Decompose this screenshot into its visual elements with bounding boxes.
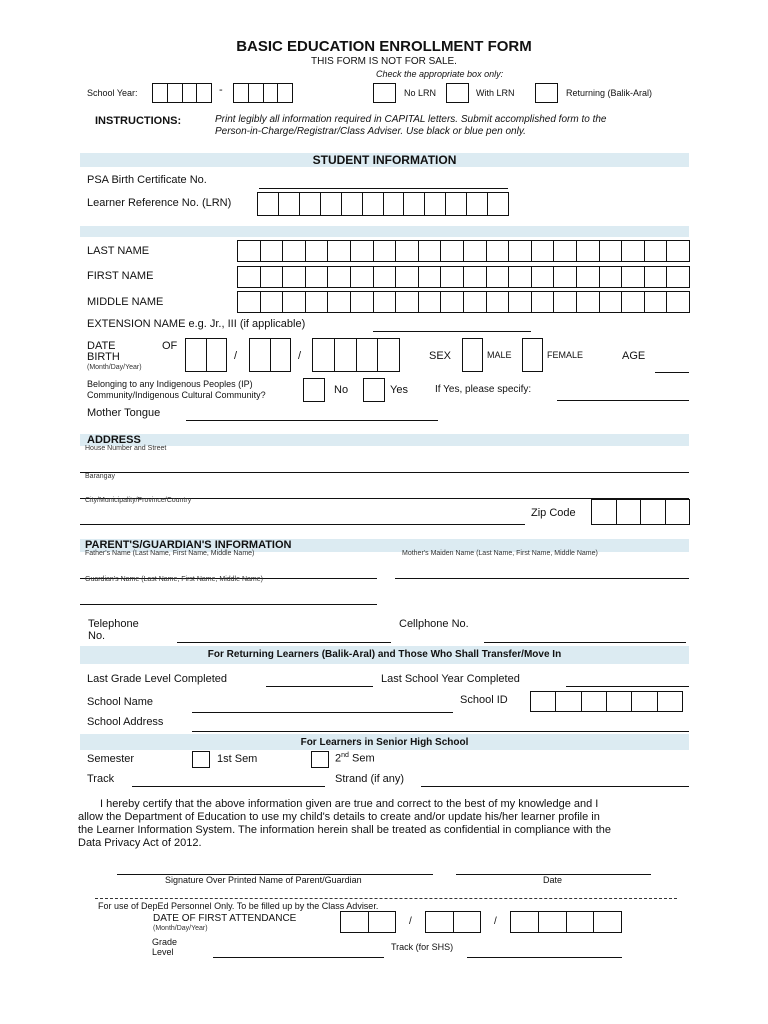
psa-input-line[interactable] (259, 188, 508, 189)
dob-of-word: OF (162, 340, 178, 352)
middle-name-label: MIDDLE NAME (87, 296, 164, 308)
attendance-day-boxes[interactable] (425, 911, 481, 933)
instructions-label: INSTRUCTIONS: (95, 115, 182, 127)
grade-level-line[interactable] (213, 957, 384, 958)
telephone-label-no: No. (88, 630, 106, 642)
signature-caption: Signature Over Printed Name of Parent/Guardian (165, 875, 362, 885)
first-name-boxes[interactable] (237, 266, 690, 288)
second-sem-number: 2 (335, 752, 342, 765)
last-name-label: LAST NAME (87, 245, 150, 257)
ip-question-line-1: Belonging to any Indigenous Peoples (IP) (87, 379, 253, 389)
guardian-name-line[interactable] (80, 604, 377, 605)
ip-no-checkbox[interactable] (303, 378, 325, 402)
zip-code-boxes[interactable] (591, 499, 690, 525)
name-section-bar (80, 226, 689, 237)
second-sem-label (335, 752, 375, 765)
track-shs-line[interactable] (467, 957, 622, 958)
mother-name-line[interactable] (395, 578, 689, 579)
certification-line-2: allow the Department of Education to use my child's details to create and/or update his/her learner profile in (78, 811, 600, 823)
male-label: MALE (487, 350, 512, 360)
address-section-bar (80, 434, 689, 446)
school-id-label: School ID (460, 694, 508, 706)
psa-label: PSA Birth Certificate No. (87, 174, 207, 186)
school-year-dash: - (219, 84, 223, 96)
ip-specify-label: If Yes, please specify: (435, 384, 532, 395)
dob-birth-word: BIRTH (87, 351, 120, 363)
certification-line-1: I hereby certify that the above information given are true and correct to the best of my knowledge and I (100, 798, 599, 810)
guardian-name-caption: Guardian's Name (Last Name, First Name, Middle Name) (85, 576, 263, 583)
school-year-label: School Year: (87, 88, 138, 98)
first-sem-checkbox[interactable] (192, 751, 210, 768)
office-divider (95, 898, 677, 899)
track-shs-label: Track (for SHS) (391, 942, 454, 952)
no-lrn-label: No LRN (404, 88, 437, 98)
city-line[interactable] (80, 524, 525, 525)
father-name-caption: Father's Name (Last Name, First Name, Middle Name) (85, 550, 255, 557)
dob-year-boxes[interactable] (312, 338, 400, 372)
date-caption: Date (543, 875, 563, 885)
female-checkbox[interactable] (522, 338, 543, 372)
strand-line[interactable] (421, 786, 689, 787)
last-grade-label: Last Grade Level Completed (87, 673, 228, 685)
age-label: AGE (622, 350, 646, 362)
no-lrn-checkbox[interactable] (373, 83, 396, 103)
cellphone-line[interactable] (484, 642, 686, 643)
last-school-year-line[interactable] (566, 686, 689, 687)
ip-yes-label: Yes (390, 384, 408, 396)
extension-name-label: EXTENSION NAME e.g. Jr., III (if applicable) (87, 318, 306, 330)
mother-name-caption: Mother's Maiden Name (Last Name, First Name, Middle Name) (402, 550, 598, 557)
house-street-caption: House Number and Street (85, 445, 167, 452)
lrn-boxes[interactable] (257, 192, 509, 216)
school-address-line[interactable] (192, 731, 689, 732)
certification-line-4: Data Privacy Act of 2012. (78, 837, 202, 849)
middle-name-boxes[interactable] (237, 291, 690, 313)
attendance-slash-1: / (409, 916, 412, 927)
instructions-line-1: Print legibly all information required in CAPITAL letters. Submit accomplished form to the (215, 114, 607, 125)
second-sem-checkbox[interactable] (311, 751, 329, 768)
zip-code-label: Zip Code (531, 507, 576, 519)
second-sem-word: Sem (351, 752, 375, 765)
ip-no-label: No (334, 384, 349, 396)
last-school-year-label: Last School Year Completed (381, 673, 520, 685)
address-section-title: ADDRESS (87, 434, 141, 446)
first-attendance-label: DATE OF FIRST ATTENDANCE (153, 913, 297, 924)
city-caption: City/Municipality/Province/Country (85, 497, 192, 504)
check-note: Check the appropriate box only: (376, 69, 504, 79)
ip-yes-checkbox[interactable] (363, 378, 385, 402)
track-label: Track (87, 773, 115, 785)
dob-month-boxes[interactable] (185, 338, 227, 372)
barangay-caption: Barangay (85, 473, 115, 480)
attendance-year-boxes[interactable] (510, 911, 622, 933)
grade-level-label-2: Level (152, 947, 174, 957)
returning-label: Returning (Balik-Aral) (566, 88, 653, 98)
second-sem-suffix: nd (341, 752, 349, 759)
shs-section-title: For Learners in Senior High School (300, 737, 469, 748)
grade-level-label: Grade (152, 937, 178, 947)
extension-name-line[interactable] (373, 331, 531, 332)
telephone-label: Telephone (88, 618, 139, 630)
strand-label: Strand (if any) (335, 773, 405, 785)
school-year-start-boxes[interactable] (152, 83, 212, 103)
first-name-label: FIRST NAME (87, 270, 154, 282)
dob-day-boxes[interactable] (249, 338, 291, 372)
certification-line-3: the Learner Information System. The information herein shall be treated as confidential in compliance with the (78, 824, 611, 836)
ip-specify-line[interactable] (557, 400, 689, 401)
attendance-month-boxes[interactable] (340, 911, 396, 933)
dob-slash-1: / (234, 350, 238, 362)
dob-date-word: DATE (87, 340, 116, 352)
first-attendance-format: (Month/Day/Year) (153, 925, 208, 932)
last-name-boxes[interactable] (237, 240, 690, 262)
cellphone-label: Cellphone No. (399, 618, 469, 630)
male-checkbox[interactable] (462, 338, 483, 372)
not-for-sale-note: THIS FORM IS NOT FOR SALE. (311, 56, 457, 67)
last-grade-line[interactable] (266, 686, 373, 687)
school-name-line[interactable] (192, 712, 453, 713)
student-section-title: STUDENT INFORMATION (312, 153, 457, 167)
with-lrn-label: With LRN (476, 88, 515, 98)
sex-label: SEX (429, 350, 452, 362)
mother-tongue-line[interactable] (186, 420, 438, 421)
form-title: BASIC EDUCATION ENROLLMENT FORM (236, 38, 532, 55)
with-lrn-checkbox[interactable] (446, 83, 469, 103)
dob-format-note: (Month/Day/Year) (87, 364, 142, 371)
dob-slash-2: / (298, 350, 302, 362)
instructions-line-2: Person-in-Charge/Registrar/Class Adviser. Use black or blue pen only. (215, 126, 526, 137)
age-input-line[interactable] (655, 372, 689, 373)
parents-section-title: PARENT'S/GUARDIAN'S INFORMATION (85, 539, 292, 551)
school-year-end-boxes[interactable] (233, 83, 293, 103)
telephone-line[interactable] (177, 642, 391, 643)
mother-tongue-label: Mother Tongue (87, 407, 161, 419)
school-id-boxes[interactable] (530, 691, 683, 712)
returning-section-title: For Returning Learners (Balik-Aral) and Those Who Shall Transfer/Move In (207, 649, 562, 660)
track-line[interactable] (132, 786, 325, 787)
office-note: For use of DepEd Personnel Only. To be filled up by the Class Adviser. (98, 901, 379, 911)
attendance-slash-2: / (494, 916, 497, 927)
lrn-label: Learner Reference No. (LRN) (87, 197, 232, 209)
female-label: FEMALE (547, 350, 584, 360)
semester-label: Semester (87, 753, 135, 765)
ip-question-line-2: Community/Indigenous Cultural Community? (87, 390, 266, 400)
school-name-label: School Name (87, 696, 154, 708)
returning-checkbox[interactable] (535, 83, 558, 103)
house-street-line[interactable] (80, 472, 689, 473)
first-sem-label: 1st Sem (217, 753, 258, 765)
school-address-label: School Address (87, 716, 164, 728)
